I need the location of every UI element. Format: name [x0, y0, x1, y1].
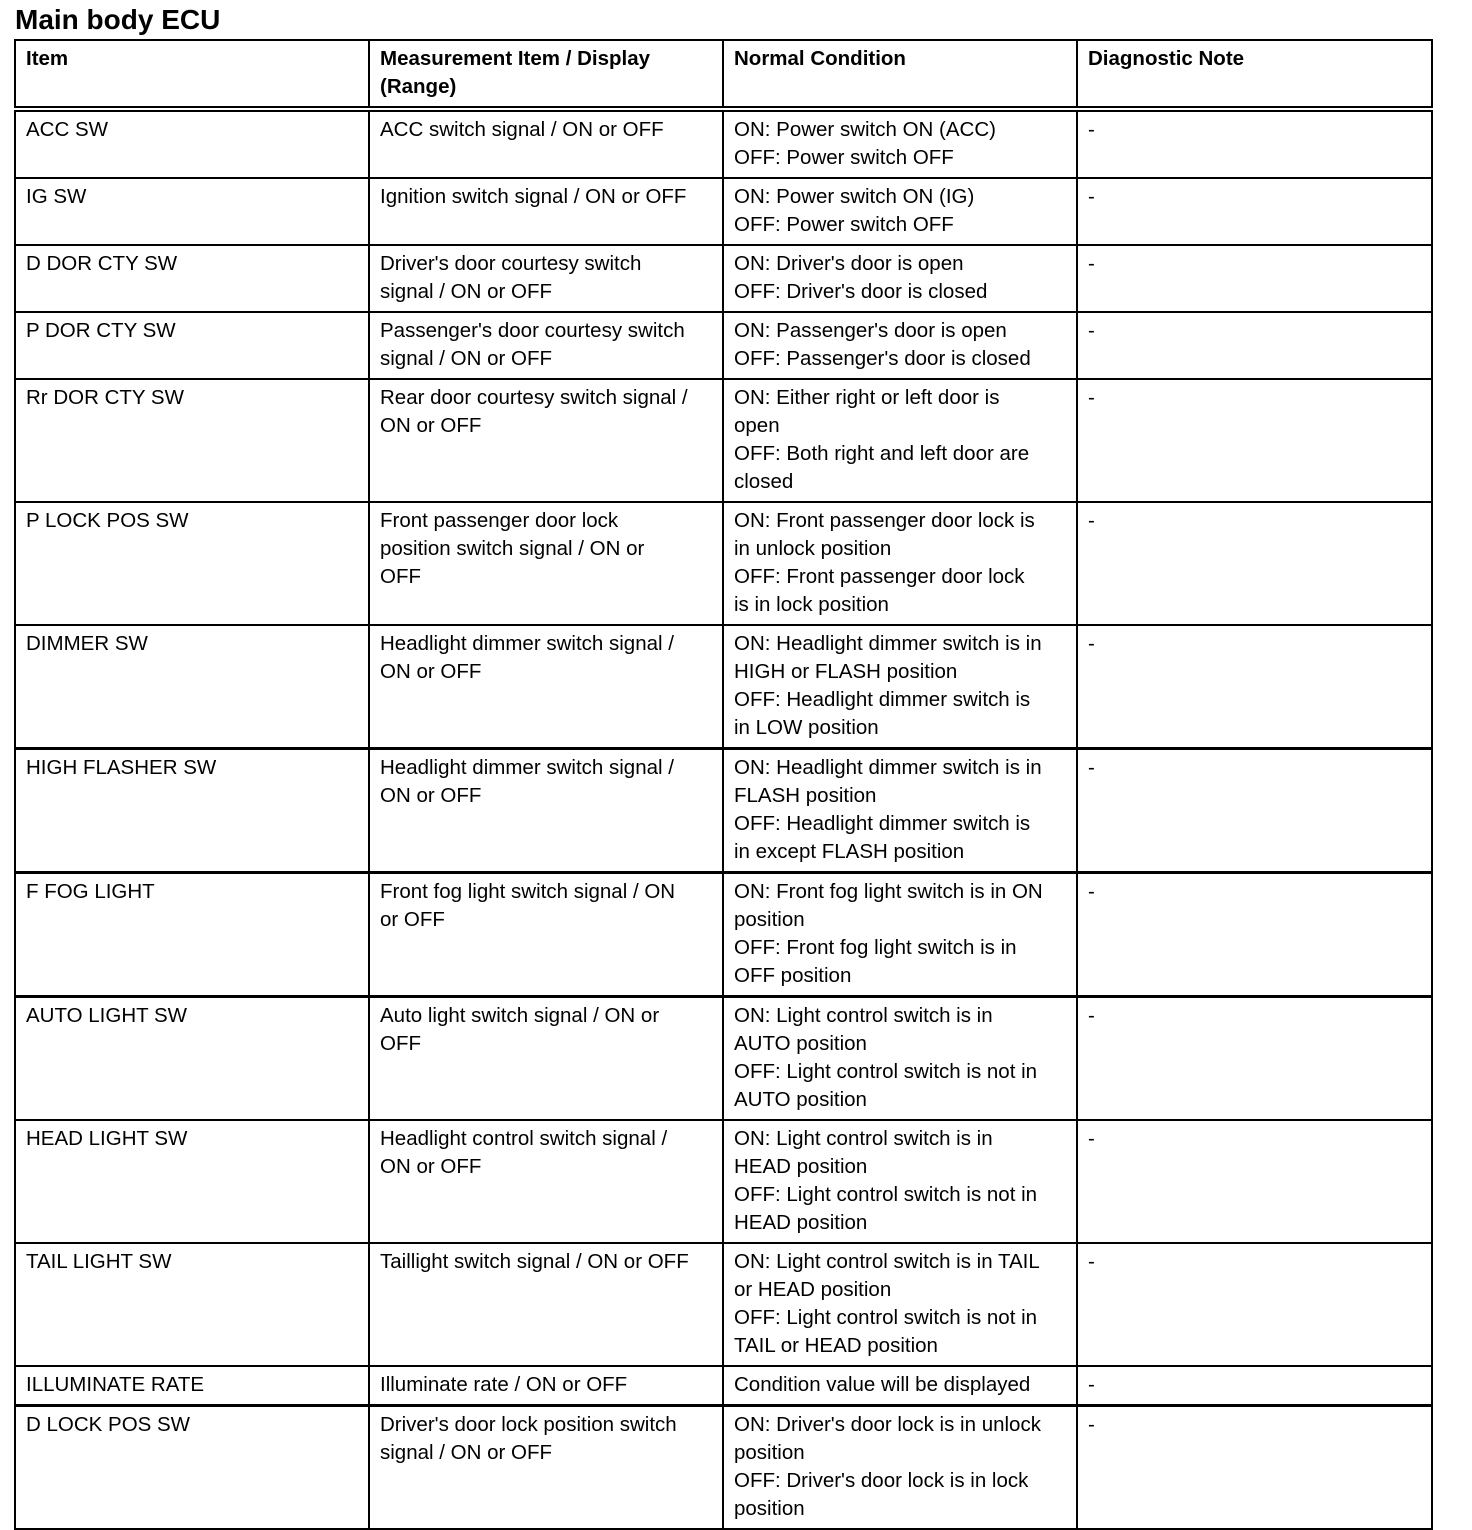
- cell-condition: ON: Headlight dimmer switch is in FLASH position OFF: Headlight dimmer switch is in except FLASH position: [723, 749, 1077, 873]
- table-row: [15, 109, 1432, 178]
- cell-item: P LOCK POS SW: [15, 502, 369, 625]
- cell-note: -: [1077, 625, 1432, 749]
- column-header-item: Item: [15, 40, 369, 109]
- cell-condition: Condition value will be displayed: [723, 1366, 1077, 1406]
- cell-item: P DOR CTY SW: [15, 312, 369, 379]
- cell-measurement: Passenger's door courtesy switch signal / ON or OFF: [369, 312, 723, 379]
- table-row: [15, 502, 1432, 625]
- table-row: [15, 749, 1432, 873]
- cell-measurement: Rear door courtesy switch signal / ON or OFF: [369, 379, 723, 502]
- cell-item: IG SW: [15, 178, 369, 245]
- column-header-diagnostic-note: Diagnostic Note: [1077, 40, 1432, 109]
- table-header-row: [15, 40, 1432, 109]
- cell-note: -: [1077, 1406, 1432, 1530]
- cell-condition: ON: Front fog light switch is in ON position OFF: Front fog light switch is in OFF position: [723, 873, 1077, 997]
- cell-item: F FOG LIGHT: [15, 873, 369, 997]
- column-header-normal-condition: Normal Condition: [723, 40, 1077, 109]
- cell-item: AUTO LIGHT SW: [15, 997, 369, 1121]
- cell-item: HEAD LIGHT SW: [15, 1120, 369, 1243]
- cell-item: D LOCK POS SW: [15, 1406, 369, 1530]
- cell-note: -: [1077, 178, 1432, 245]
- cell-note: -: [1077, 1243, 1432, 1366]
- cell-condition: ON: Power switch ON (IG) OFF: Power switch OFF: [723, 178, 1077, 245]
- table-row: [15, 1120, 1432, 1243]
- cell-item: ACC SW: [15, 109, 369, 178]
- table-row: [15, 997, 1432, 1121]
- cell-item: Rr DOR CTY SW: [15, 379, 369, 502]
- cell-condition: ON: Light control switch is in TAIL or HEAD position OFF: Light control switch is not in TAIL or HEAD position: [723, 1243, 1077, 1366]
- cell-item: TAIL LIGHT SW: [15, 1243, 369, 1366]
- cell-measurement: Front passenger door lock position switch signal / ON or OFF: [369, 502, 723, 625]
- cell-measurement: Headlight dimmer switch signal / ON or OFF: [369, 625, 723, 749]
- cell-note: -: [1077, 873, 1432, 997]
- cell-measurement: Taillight switch signal / ON or OFF: [369, 1243, 723, 1366]
- cell-note: -: [1077, 997, 1432, 1121]
- table-row: [15, 1243, 1432, 1366]
- cell-condition: ON: Light control switch is in HEAD position OFF: Light control switch is not in HEAD position: [723, 1120, 1077, 1243]
- cell-measurement: Headlight control switch signal / ON or OFF: [369, 1120, 723, 1243]
- cell-note: -: [1077, 312, 1432, 379]
- table-row: [15, 379, 1432, 502]
- table-row: [15, 625, 1432, 749]
- cell-measurement: Driver's door courtesy switch signal / ON or OFF: [369, 245, 723, 312]
- cell-note: -: [1077, 1366, 1432, 1406]
- column-header-measurement: Measurement Item / Display (Range): [369, 40, 723, 109]
- cell-measurement: Ignition switch signal / ON or OFF: [369, 178, 723, 245]
- cell-condition: ON: Front passenger door lock is in unlock position OFF: Front passenger door lock is in lock position: [723, 502, 1077, 625]
- cell-note: -: [1077, 109, 1432, 178]
- cell-measurement: ACC switch signal / ON or OFF: [369, 109, 723, 178]
- data-list-table: [14, 39, 1433, 1530]
- cell-condition: ON: Driver's door lock is in unlock position OFF: Driver's door lock is in lock position: [723, 1406, 1077, 1530]
- cell-measurement: Driver's door lock position switch signal / ON or OFF: [369, 1406, 723, 1530]
- cell-condition: ON: Either right or left door is open OFF: Both right and left door are closed: [723, 379, 1077, 502]
- cell-measurement: Front fog light switch signal / ON or OFF: [369, 873, 723, 997]
- cell-note: -: [1077, 379, 1432, 502]
- page-title: Main body ECU: [15, 4, 221, 35]
- cell-measurement: Illuminate rate / ON or OFF: [369, 1366, 723, 1406]
- cell-condition: ON: Driver's door is open OFF: Driver's door is closed: [723, 245, 1077, 312]
- cell-item: DIMMER SW: [15, 625, 369, 749]
- cell-measurement: Auto light switch signal / ON or OFF: [369, 997, 723, 1121]
- table-row: [15, 1366, 1432, 1406]
- cell-condition: ON: Light control switch is in AUTO position OFF: Light control switch is not in AUTO position: [723, 997, 1077, 1121]
- cell-item: ILLUMINATE RATE: [15, 1366, 369, 1406]
- cell-item: HIGH FLASHER SW: [15, 749, 369, 873]
- cell-condition: ON: Power switch ON (ACC) OFF: Power switch OFF: [723, 109, 1077, 178]
- table-row: [15, 178, 1432, 245]
- table-row: [15, 312, 1432, 379]
- cell-note: -: [1077, 1120, 1432, 1243]
- cell-note: -: [1077, 245, 1432, 312]
- cell-item: D DOR CTY SW: [15, 245, 369, 312]
- cell-condition: ON: Passenger's door is open OFF: Passenger's door is closed: [723, 312, 1077, 379]
- table-row: [15, 245, 1432, 312]
- cell-note: -: [1077, 502, 1432, 625]
- cell-measurement: Headlight dimmer switch signal / ON or OFF: [369, 749, 723, 873]
- cell-condition: ON: Headlight dimmer switch is in HIGH or FLASH position OFF: Headlight dimmer switch is in LOW position: [723, 625, 1077, 749]
- cell-note: -: [1077, 749, 1432, 873]
- table-row: [15, 873, 1432, 997]
- table-row: [15, 1406, 1432, 1530]
